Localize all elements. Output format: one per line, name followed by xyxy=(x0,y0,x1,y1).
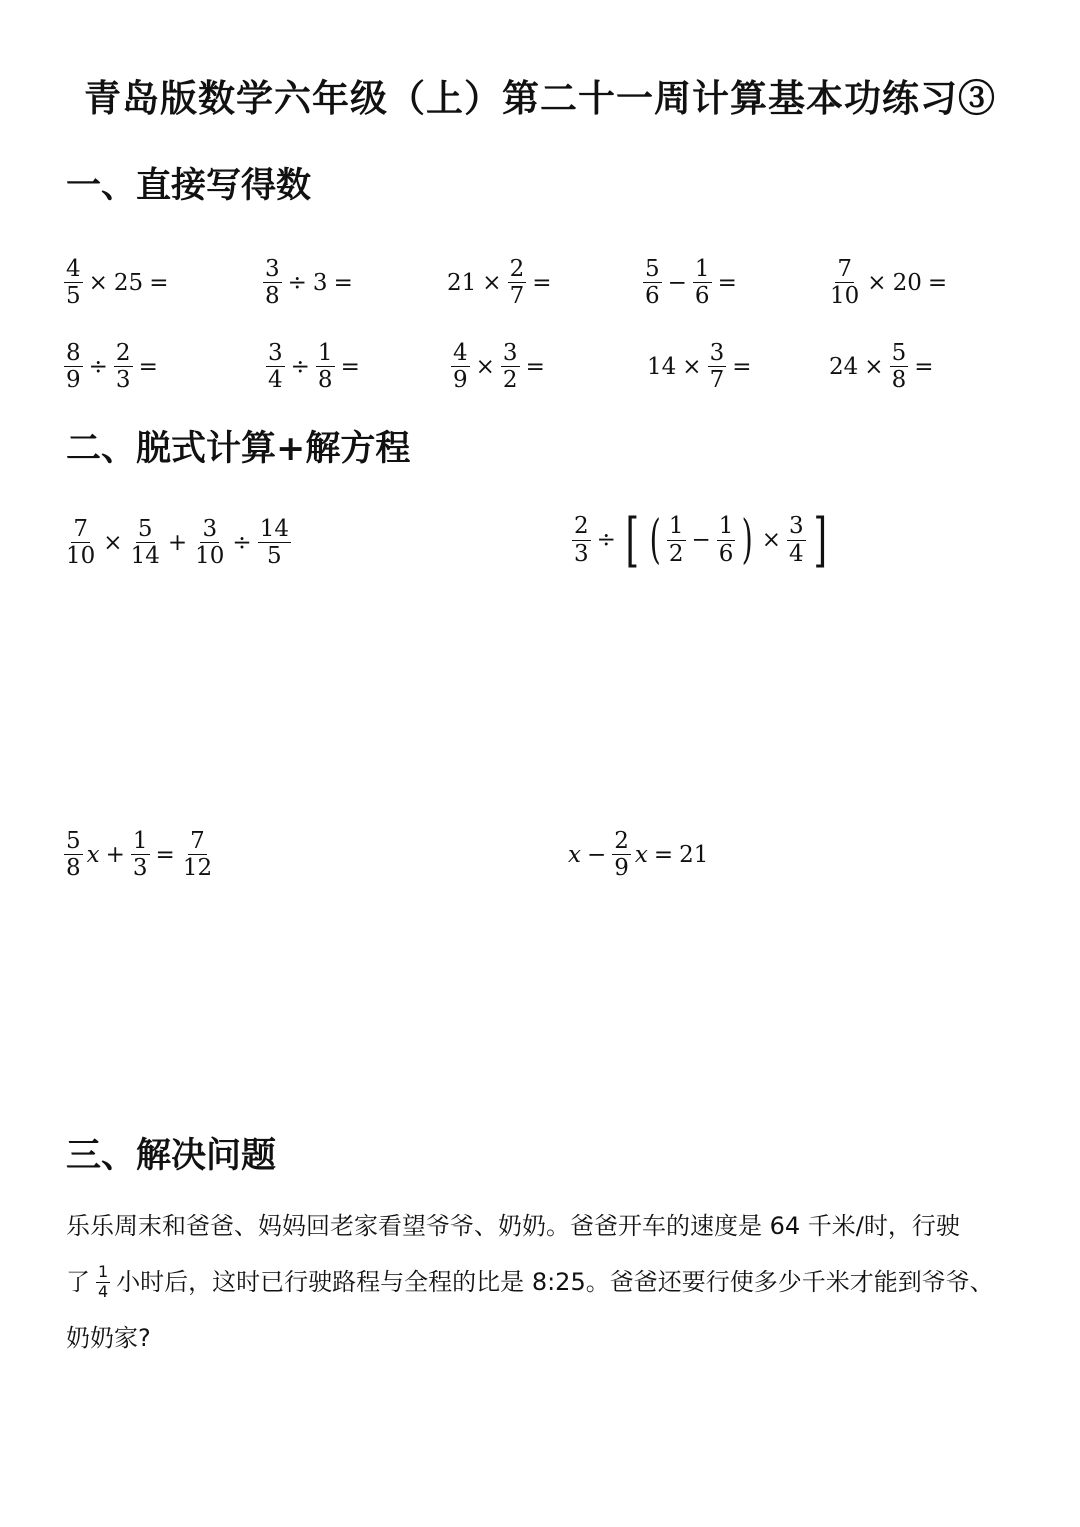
fraction: $\frac{5}{14}$ xyxy=(130,516,160,570)
fraction: $\frac{3}{7}$ xyxy=(709,340,725,394)
direct-q4: $\frac{5}{6}$ − $\frac{1}{6}$ = xyxy=(645,256,737,310)
fraction: $\frac{1}{3}$ xyxy=(132,828,148,882)
fraction: $\frac{2}{9}$ xyxy=(614,828,629,882)
direct-q9: 14 × $\frac{3}{7}$ = xyxy=(647,340,752,394)
section-1-heading: 一、直接写得数 xyxy=(66,165,312,206)
fraction: $\frac{5}{8}$ xyxy=(891,340,907,394)
equation-1: $\frac{5}{8}$ x + $\frac{1}{3}$ = $\frac{7}{12}$ xyxy=(66,828,213,882)
fraction: $\frac{1}{4}$ xyxy=(98,1261,109,1301)
direct-q6: $\frac{8}{9}$ ÷ $\frac{2}{3}$ = xyxy=(66,340,158,394)
fraction: $\frac{3}{4}$ xyxy=(789,513,804,567)
fraction: $\frac{7}{10}$ xyxy=(830,256,860,310)
fraction: $\frac{7}{10}$ xyxy=(66,516,96,570)
calc-1: $\frac{7}{10}$ × $\frac{5}{14}$ + $\frac{3}{10}$ ÷ $\frac{14}{5}$ xyxy=(66,516,289,570)
fraction: $\frac{2}{3}$ xyxy=(115,340,131,394)
fraction: $\frac{3}{8}$ xyxy=(265,256,280,310)
section-2-heading: 二、脱式计算+解方程 xyxy=(66,428,411,469)
fraction: $\frac{2}{7}$ xyxy=(509,256,525,310)
page-title: 青岛版数学六年级（上）第二十一周计算基本功练习③ xyxy=(84,76,996,120)
problem-line-2: 了 $\frac{1}{4}$ 小时后，这时已行驶路程与全程的比是 8:25。爸爸还要行使多少千米才能到爷爷、 xyxy=(66,1261,994,1301)
fraction: $\frac{3}{4}$ xyxy=(268,340,283,394)
direct-q10: 24 × $\frac{5}{8}$ = xyxy=(829,340,934,394)
right-bracket: ] xyxy=(813,506,827,574)
fraction: $\frac{3}{2}$ xyxy=(502,340,518,394)
fraction: $\frac{4}{9}$ xyxy=(453,340,468,394)
section-3-heading: 三、解决问题 xyxy=(66,1135,277,1176)
left-paren: ( xyxy=(649,510,661,570)
direct-q1: $\frac{4}{5}$ × 25 = xyxy=(66,256,169,310)
fraction: $\frac{2}{3}$ xyxy=(574,513,589,567)
right-paren: ) xyxy=(741,510,754,570)
fraction: $\frac{8}{9}$ xyxy=(66,340,81,394)
fraction: $\frac{1}{6}$ xyxy=(694,256,710,310)
direct-q2: $\frac{3}{8}$ ÷ 3 = xyxy=(265,256,353,310)
fraction: $\frac{1}{8}$ xyxy=(317,340,333,394)
fraction: $\frac{3}{10}$ xyxy=(195,516,225,570)
direct-q5: $\frac{7}{10}$ × 20 = xyxy=(830,256,948,310)
fraction: $\frac{4}{5}$ xyxy=(66,256,81,310)
fraction: $\frac{14}{5}$ xyxy=(259,516,289,570)
direct-q7: $\frac{3}{4}$ ÷ $\frac{1}{8}$ = xyxy=(268,340,360,394)
fraction: $\frac{7}{12}$ xyxy=(182,828,213,882)
fraction: $\frac{5}{8}$ xyxy=(66,828,81,882)
word-problem xyxy=(66,1198,1021,1366)
calc-2: $\frac{2}{3}$ ÷ [ ( $\frac{1}{2}$ − $\frac{1}{6}$ ) × $\frac{3}{4}$ ] xyxy=(574,506,827,574)
equation-2: x − $\frac{2}{9}$ x = 21 xyxy=(568,828,709,882)
direct-q3: 21 × $\frac{2}{7}$ = xyxy=(447,256,552,310)
fraction: $\frac{1}{6}$ xyxy=(718,513,734,567)
problem-line-1: 乐乐周末和爸爸、妈妈回老家看望爷爷、奶奶。爸爸开车的速度是 64 千米/时，行驶 xyxy=(66,1212,960,1240)
left-bracket: [ xyxy=(625,506,640,574)
fraction: $\frac{1}{2}$ xyxy=(668,513,684,567)
direct-q8: $\frac{4}{9}$ × $\frac{3}{2}$ = xyxy=(453,340,545,394)
fraction: $\frac{5}{6}$ xyxy=(645,256,660,310)
problem-line-3: 奶奶家? xyxy=(66,1324,151,1352)
